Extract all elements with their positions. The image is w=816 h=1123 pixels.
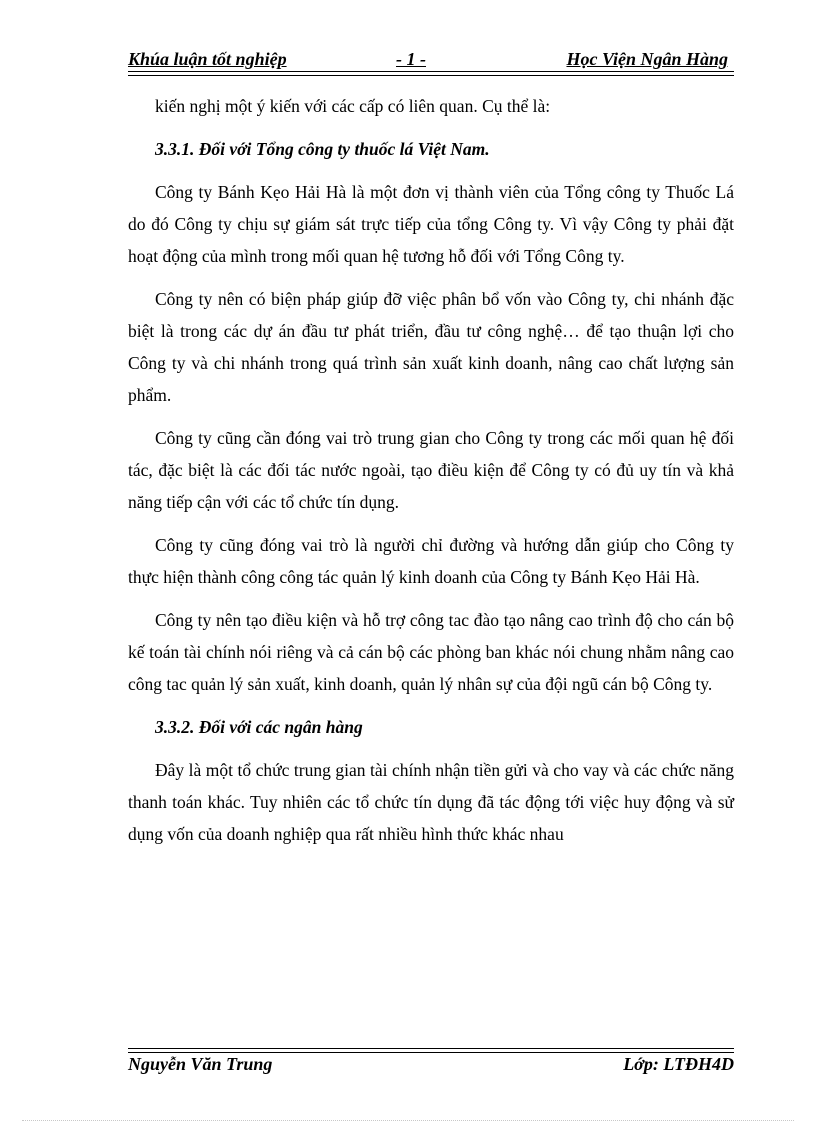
page-edge-divider <box>22 1120 794 1121</box>
page-header <box>128 47 734 72</box>
header-page-number: - 1 - <box>396 49 426 69</box>
document-body <box>128 90 734 861</box>
footer-class: Lớp: LTĐH4D <box>623 1054 734 1074</box>
section-heading-3-3-2: 3.3.2. Đối với các ngân hàng <box>155 717 363 737</box>
paragraph: Đây là một tổ chức trung gian tài chính nhận tiền gửi và cho vay và các chức năng thanh toán khác. Tuy nhiên các tổ chức tín dụng đã tác động tới việc huy động và sử dụng vốn của doanh nghiệp qua rất nhiều hình thức khác nhau <box>128 760 734 844</box>
paragraph: Công ty nên có biện pháp giúp đỡ việc phân bổ vốn vào Công ty, chi nhánh đặc biệt là trong các dự án đầu tư phát triển, đầu tư công nghệ… để tạo thuận lợi cho Công ty và chi nhánh trong quá trình sản xuất kinh doanh, nâng cao chất lượng sản phẩm. <box>128 289 734 405</box>
paragraph: Công ty nên tạo điều kiện và hỗ trợ công tac đào tạo nâng cao trình độ cho cán bộ kế toán tài chính nói riêng và cả cán bộ các phòng ban khác nói chung nhằm nâng cao công tac quản lý sản xuất, kinh doanh, quản lý nhân sự của đội ngũ cán bộ Công ty. <box>128 610 734 694</box>
page-footer <box>128 1048 734 1076</box>
paragraph: Công ty Bánh Kẹo Hải Hà là một đơn vị thành viên của Tổng công ty Thuốc Lá do đó Công ty chịu sự giám sát trực tiếp của tổng Công ty. Vì vậy Công ty phải đặt hoạt động của mình trong mối quan hệ tương hỗ đối với Tổng Công ty. <box>128 182 734 266</box>
footer-author: Nguyễn Văn Trung <box>128 1054 273 1074</box>
section-heading-3-3-1: 3.3.1. Đối với Tổng công ty thuốc lá Việt Nam. <box>155 139 490 159</box>
header-thesis-title: Khúa luận tốt nghiệp <box>128 49 287 69</box>
paragraph: Công ty cũng cần đóng vai trò trung gian cho Công ty trong các mối quan hệ đối tác, đặc biệt là các đối tác nước ngoài, tạo điều kiện để Công ty có đủ uy tín và khả năng tiếp cận với các tổ chức tín dụng. <box>128 428 734 512</box>
header-institution: Học Viện Ngân Hàng <box>566 49 728 69</box>
intro-paragraph: kiến nghị một ý kiến với các cấp có liên quan. Cụ thể là: <box>155 96 551 116</box>
paragraph: Công ty cũng đóng vai trò là người chỉ đường và hướng dẫn giúp cho Công ty thực hiện thành công công tác quản lý kinh doanh của Công ty Bánh Kẹo Hải Hà. <box>128 535 734 587</box>
